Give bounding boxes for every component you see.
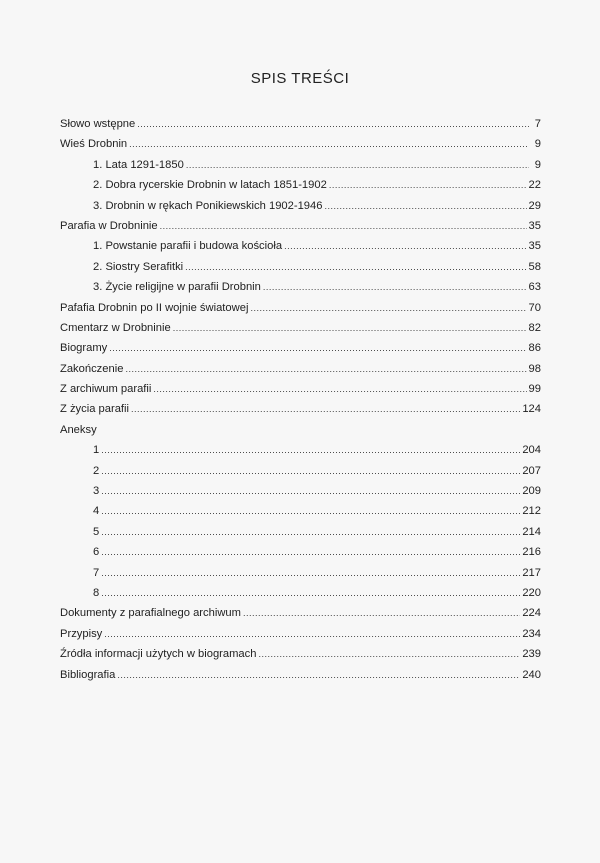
toc-leader-dots <box>125 359 526 379</box>
toc-entry-label: 4 <box>93 505 100 518</box>
toc-entry-page-number: 220 <box>522 586 541 599</box>
toc-leader-dots <box>137 114 529 134</box>
toc-entry-page-number: 124 <box>522 403 541 416</box>
toc-leader-dots <box>258 644 520 664</box>
toc-entry <box>60 338 541 358</box>
toc-leader-dots <box>263 277 527 297</box>
toc-leader-dots <box>101 461 520 481</box>
toc-leader-dots <box>101 501 520 521</box>
toc-entry <box>60 379 541 399</box>
toc-leader-dots <box>101 440 520 460</box>
toc-entry <box>60 461 541 481</box>
toc-leader-dots <box>243 603 520 623</box>
toc-entry-label: Zakończenie <box>60 362 124 375</box>
toc-entry-label: Aneksy <box>60 423 97 436</box>
toc-entry-page-number: 22 <box>528 179 541 192</box>
toc-entry-page-number: 9 <box>534 138 541 151</box>
toc-entry-page-number: 35 <box>528 219 541 232</box>
toc-entry-label: Źródła informacji użytych w biogramach <box>60 648 257 661</box>
toc-leader-dots <box>104 624 520 644</box>
toc-entry-page-number: 209 <box>522 485 541 498</box>
toc-leader-dots <box>101 583 520 603</box>
toc-entry-page-number: 35 <box>528 240 541 253</box>
toc-entry-label: Bibliografia <box>60 668 116 681</box>
toc-entry <box>60 236 541 256</box>
toc-leader-dots <box>160 216 527 236</box>
toc-leader-dots <box>117 665 520 685</box>
toc-entry-page-number: 98 <box>528 362 541 375</box>
toc-entry <box>60 624 541 644</box>
toc-entry-page-number: 63 <box>528 281 541 294</box>
toc-entry-page-number: 239 <box>522 648 541 661</box>
toc-entry-page-number: 70 <box>528 301 541 314</box>
toc-entry-page-number: 212 <box>522 505 541 518</box>
toc-entry <box>60 399 541 419</box>
toc-leader-dots <box>101 563 520 583</box>
toc-entry <box>60 563 541 583</box>
toc-leader-dots <box>153 379 526 399</box>
toc-entry-page-number: 29 <box>528 199 541 212</box>
toc-entry <box>60 196 541 216</box>
toc-leader-dots <box>101 542 520 562</box>
toc-leader-dots <box>186 155 529 175</box>
table-of-contents <box>60 114 541 685</box>
toc-entry-page-number: 217 <box>522 566 541 579</box>
toc-entry <box>60 359 541 379</box>
toc-entry-page-number: 216 <box>522 546 541 559</box>
toc-leader-dots <box>129 134 529 154</box>
toc-entry-page-number: 99 <box>528 383 541 396</box>
toc-entry-label: 3 <box>93 485 100 498</box>
toc-entry-page-number: 240 <box>522 668 541 681</box>
toc-entry <box>60 298 541 318</box>
toc-entry <box>60 277 541 297</box>
toc-entry <box>60 257 541 277</box>
toc-entry-page-number: 234 <box>522 627 541 640</box>
toc-leader-dots <box>131 399 520 419</box>
toc-entry <box>60 440 541 460</box>
toc-entry-label: 1. Lata 1291-1850 <box>93 158 184 171</box>
toc-entry <box>60 583 541 603</box>
toc-entry-label: Z archiwum parafii <box>60 383 152 396</box>
toc-entry-label: 2. Dobra rycerskie Drobnin w latach 1851-1902 <box>93 179 327 192</box>
toc-leader-dots <box>324 196 526 216</box>
toc-entry-page-number: 204 <box>522 444 541 457</box>
toc-leader-dots <box>173 318 527 338</box>
toc-leader-dots <box>109 338 526 358</box>
toc-entry-label: 3. Życie religijne w parafii Drobnin <box>93 281 261 294</box>
page-title: SPIS TREŚCI <box>250 70 350 87</box>
toc-leader-dots <box>284 236 526 256</box>
toc-entry-page-number: 224 <box>522 607 541 620</box>
toc-entry-label: 2 <box>93 464 100 477</box>
toc-entry-label: 6 <box>93 546 100 559</box>
toc-entry <box>60 114 541 134</box>
toc-entry-page-number: 9 <box>534 158 541 171</box>
toc-entry <box>60 644 541 664</box>
toc-entry-label: 2. Siostry Serafitki <box>93 260 184 273</box>
toc-entry-label: 1. Powstanie parafii i budowa kościoła <box>93 240 283 253</box>
toc-entry-page-number: 207 <box>522 464 541 477</box>
toc-entry <box>60 175 541 195</box>
toc-entry-page-number: 82 <box>528 321 541 334</box>
toc-entry <box>60 420 541 440</box>
toc-entry <box>60 134 541 154</box>
toc-entry <box>60 216 541 236</box>
toc-entry-label: 8 <box>93 586 100 599</box>
toc-entry <box>60 481 541 501</box>
toc-entry-label: 7 <box>93 566 100 579</box>
toc-entry <box>60 665 541 685</box>
toc-entry-page-number: 86 <box>528 342 541 355</box>
toc-entry <box>60 318 541 338</box>
toc-entry <box>60 155 541 175</box>
toc-leader-dots <box>250 298 526 318</box>
toc-entry-label: 3. Drobnin w rękach Ponikiewskich 1902-1946 <box>93 199 323 212</box>
toc-entry-label: Pafafia Drobnin po II wojnie światowej <box>60 301 249 314</box>
toc-entry <box>60 542 541 562</box>
toc-entry-label: 5 <box>93 525 100 538</box>
toc-leader-dots <box>329 175 527 195</box>
toc-leader-dots <box>185 257 526 277</box>
toc-leader-dots <box>101 522 520 542</box>
toc-entry-label: Biogramy <box>60 342 108 355</box>
toc-entry-label: Słowo wstępne <box>60 118 136 130</box>
toc-entry-label: Przypisy <box>60 627 103 640</box>
toc-entry-label: Dokumenty z parafialnego archiwum <box>60 607 241 620</box>
toc-entry <box>60 603 541 623</box>
toc-entry-label: Z życia parafii <box>60 403 130 416</box>
toc-entry-page-number: 58 <box>528 260 541 273</box>
toc-entry-label: 1 <box>93 444 100 457</box>
toc-entry <box>60 522 541 542</box>
toc-entry-page-number: 214 <box>522 525 541 538</box>
toc-entry <box>60 501 541 521</box>
toc-entry-label: Cmentarz w Drobninie <box>60 321 171 334</box>
toc-entry-page-number: 7 <box>534 118 541 130</box>
toc-leader-dots <box>101 481 520 501</box>
toc-entry-label: Parafia w Drobninie <box>60 219 158 232</box>
toc-entry-label: Wieś Drobnin <box>60 138 128 151</box>
